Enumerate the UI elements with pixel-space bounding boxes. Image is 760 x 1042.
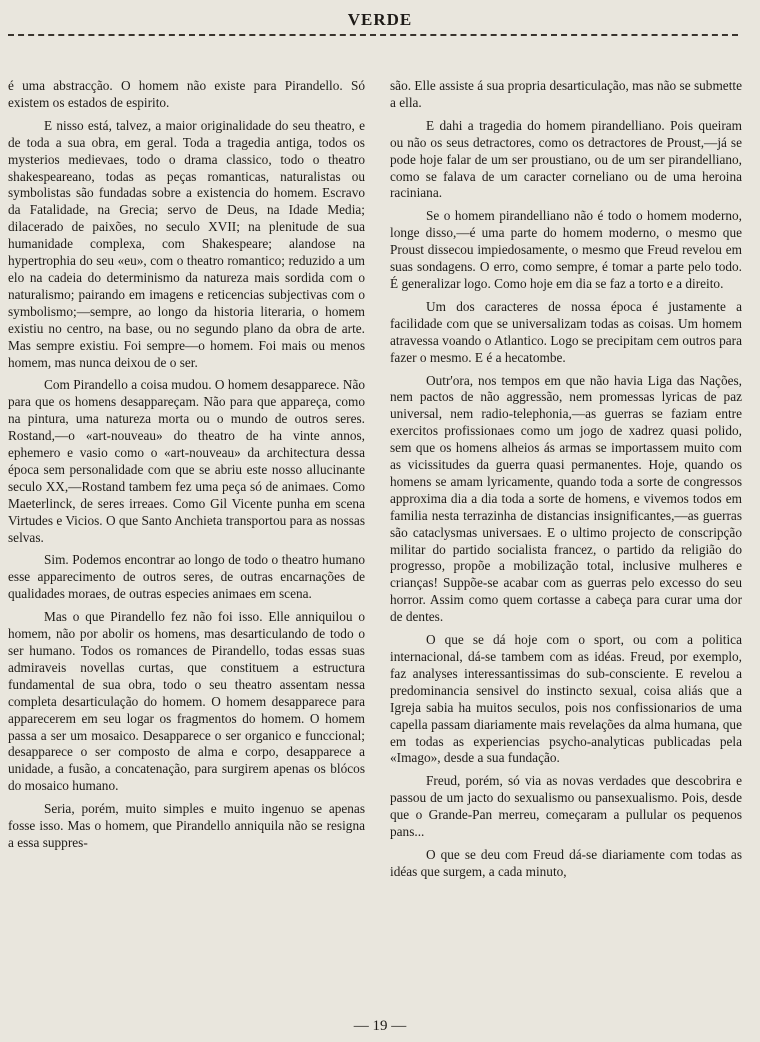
paragraph: Outr'ora, nos tempos em que não havia Liga das Nações, nem pactos de não aggressão, nem promessas lyricas de paz universal, nem radio-telephonia,—as guerras se faziam entre exercitos profissionaes como um jogo de xadrez quasi polido, sem que os homens alheios ás armas se importassem muito com as vicissitudes da guerra quasi permanentes. Hoje, quando os homens se amam lyricamente, quando toda a sorte de congressos approxima dia a dia toda a sorte de homens, e vivemos todos em familia nesta terrazinha de distancias insignificantes,—as guerras são cataclysmas universaes. E o ultimo projecto de conscripção militar do partido socialista francez, o partido da religião do progresso, propõe a mobilização total, inclusive mulheres e crianças! Suppõe-se acabar com as guerras pelo excesso do seu horror. Assim como quem cortasse a cabeça para curar uma dor de dentes.: [390, 372, 742, 625]
paragraph: Sim. Podemos encontrar ao longo de todo o theatro humano esse apparecimento de outros seres, de outras encarnações de qualidades moraes, de outras especies animaes em scena.: [8, 552, 365, 602]
paragraph: O que se dá hoje com o sport, ou com a politica internacional, dá-se tambem com as idéas. Freud, por exemplo, faz analyses interessantissimas do sub-consciente. E revelou a predominancia sensivel do instincto sexual, coisa aliás que a Igreja sabia ha muitos seculos, pois nos confissionarios de uma capella passam diariamente mais revelações da alma humana, que em todas as experiencias psycho-analyticas publicadas pela «Imago», desde a sua fundação.: [390, 632, 742, 766]
paragraph: E dahi a tragedia do homem pirandelliano. Pois queiram ou não os seus detractores, como os detractores de Proust,—já se pode hoje falar de um ser proustiano, ou de um ser pirandelliano, como se falava de um caracter corneliano ou de uma heroina raciniana.: [390, 117, 742, 201]
page-number: — 19 —: [353, 1018, 407, 1034]
paragraph: Seria, porém, muito simples e muito ingenuo se apenas fosse isso. Mas o homem, que Pirandello anniquila não se resigna a essa suppres-: [8, 801, 365, 850]
paragraph: Mas o que Pirandello fez não foi isso. Elle anniquilou o homem, não por abolir os homens, mas desarticulando de todo o ser humano. Todos os romances de Pirandello, todas essas suas admiraveis novellas curtas, que constituem a estructura fundamental de sua obra, todo o seu theatro assentam nessa completa desarticulação do homem. O homem desapparece para apparecerem em seu logar os fragmentos do homem. O homem passa a ser um mosaico. Desapparece o ser organico e funccional; desapparece o ser composto de alma e corpo, desapparece a unidade, a fusão, a concatenação, para surgirem apenas os blócos do mosaico humano.: [8, 609, 365, 794]
running-header: VERDE: [347, 10, 413, 29]
right-column: [390, 78, 742, 887]
paragraph: Um dos caracteres de nossa época é justamente a facilidade com que se universalizam todas as coisas. Um homem atravessa voando o Atlantico. Logo se precipitam cem outros para fazer o mesmo. E é a hecatombe.: [390, 298, 742, 365]
paragraph: O que se deu com Freud dá-se diariamente com todas as idéas que surgem, a cada minuto,: [390, 846, 742, 879]
paragraph: Se o homem pirandelliano não é todo o homem moderno, longe disso,—é uma parte do homem moderno, o mesmo que Proust dissecou impiedosamente, o mesmo que Freud revelou em suas sondagens. O erro, como sempre, é tomar a parte pelo todo. É generalizar logo. Como hoje em dia se faz a torto e a direito.: [390, 208, 742, 291]
paragraph: é uma abstracção. O homem não existe para Pirandello. Só existem os estados de espirito.: [8, 78, 365, 110]
paragraph: são. Elle assiste á sua propria desarticulação, mas não se submette a ella.: [390, 78, 742, 110]
paragraph: Freud, porém, só via as novas verdades que descobrira e passou de um jacto do sexualismo ou pansexualismo. Pois, desde que o Grande-Pan merreu, começaram a pullular os pequenos pans...: [390, 773, 742, 840]
paragraph: Com Pirandello a coisa mudou. O homem desapparece. Não para que os homens desappareçam. Não para que appareça, como na pintura, uma natureza morta ou o mundo de outros seres. Rostand,—o «art-nouveau» do theatro de ha vinte annos, ephemero e vasio como o «art-nouveau» da architectura dessa época sem personalidade com que se abriu este nosso allucinante seculo XX,—Rostand tambem fez uma peça só de animaes. Como Maeterlinck, de seres irreaes. Como Gil Vicente punha em scena Virtudes e Vicios. O que Santo Anchieta transportou para as nossas selvas.: [8, 377, 365, 545]
left-column: [8, 78, 365, 858]
header-rule: [8, 34, 738, 36]
paragraph: E nisso está, talvez, a maior originalidade do seu theatro, e de toda a sua obra, em geral. Toda a tragedia antiga, todos os mysterios medievaes, todo o drama classico, todo o theatro shakespeareano, todas as peças romanticas, naturalistas ou symbolistas são fundadas sobre a existencia do homem. Escravo da Fatalidade, na Grecia; servo de Deus, na Idade Media; dilacerado de paixões, no seculo XVII; na plenitude de sua humanidade complexa, com Shakespeare; alandose na hypertrophia do seu «eu», com o theatro romantico; reduzido a um elo na cadeia do determinismo da natureza mais sordida com o naturalismo; pairando em imagens e reticencias subjectivas com o symbolismo;—sempre, ao longo da historia literaria, o homem existiu no centro, na base, ou no segundo plano da obra de arte. Mas sempre existiu. Foi sempre—o homem. Foi mais ou menos homem, mas nunca deixou de o ser.: [8, 117, 365, 370]
